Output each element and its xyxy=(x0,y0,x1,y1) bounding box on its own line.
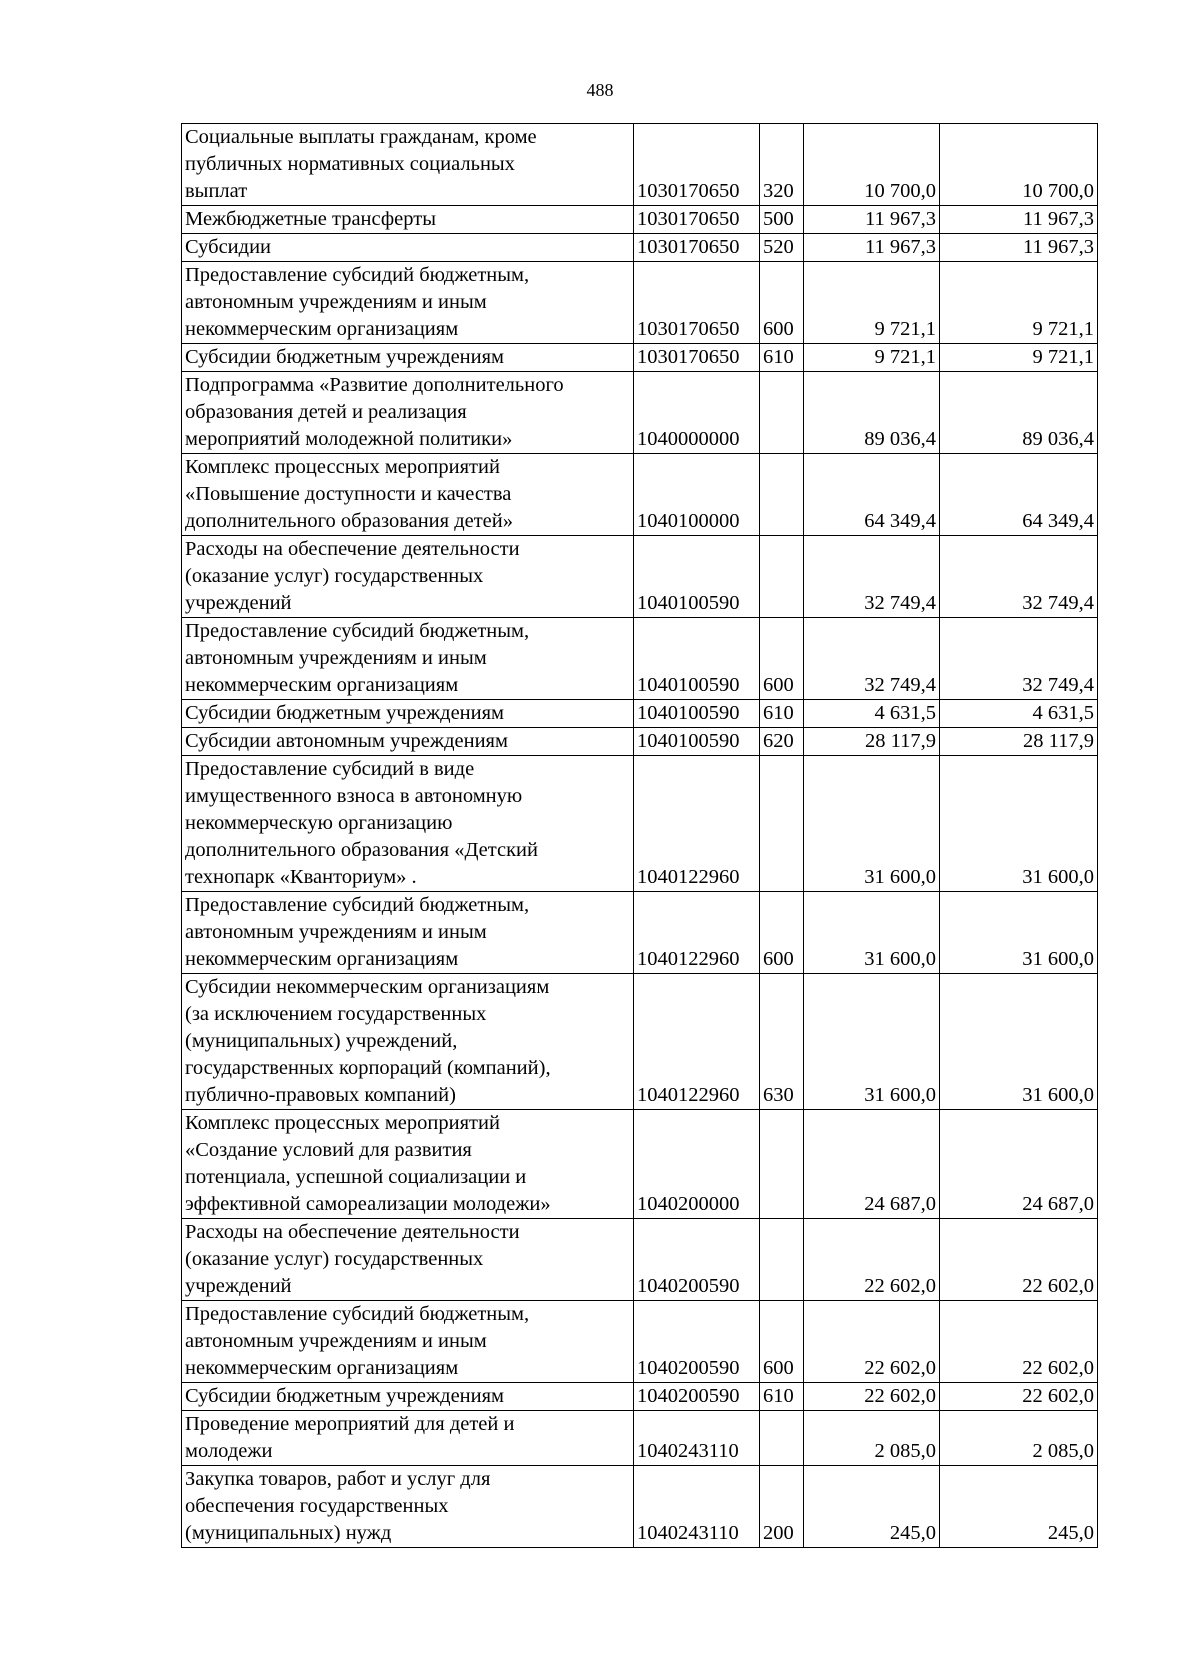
item-name-cell: Субсидии бюджетным учреждениям xyxy=(182,1383,634,1411)
target-code-cell: 1030170650 xyxy=(634,206,760,234)
target-code-cell: 1040100000 xyxy=(634,454,760,536)
item-name-cell: Субсидии xyxy=(182,234,634,262)
table-row xyxy=(182,1110,1098,1219)
amount-cell-2: 31 600,0 xyxy=(940,974,1098,1110)
table-row xyxy=(182,344,1098,372)
target-code-cell: 1040100590 xyxy=(634,536,760,618)
table-row xyxy=(182,756,1098,892)
amount-cell-1: 89 036,4 xyxy=(804,372,940,454)
target-code-cell: 1040122960 xyxy=(634,892,760,974)
item-name-cell: Субсидии бюджетным учреждениям xyxy=(182,344,634,372)
target-code-cell: 1030170650 xyxy=(634,234,760,262)
amount-cell-1: 31 600,0 xyxy=(804,892,940,974)
amount-cell-1: 2 085,0 xyxy=(804,1411,940,1466)
amount-cell-1: 9 721,1 xyxy=(804,262,940,344)
expense-type-cell: 600 xyxy=(760,618,804,700)
target-code-cell: 1030170650 xyxy=(634,124,760,206)
amount-cell-1: 32 749,4 xyxy=(804,536,940,618)
table-row xyxy=(182,206,1098,234)
item-name-cell: Проведение мероприятий для детей и молодежи xyxy=(182,1411,634,1466)
amount-cell-2: 10 700,0 xyxy=(940,124,1098,206)
table-row xyxy=(182,536,1098,618)
table-row xyxy=(182,892,1098,974)
target-code-cell: 1040243110 xyxy=(634,1411,760,1466)
amount-cell-2: 11 967,3 xyxy=(940,234,1098,262)
item-name-cell: Предоставление субсидий в виде имущественного взноса в автономную некоммерческую организацию дополнительного образования «Детский технопарк «Кванториум» . xyxy=(182,756,634,892)
amount-cell-2: 245,0 xyxy=(940,1466,1098,1548)
expense-type-cell: 600 xyxy=(760,1301,804,1383)
table-row xyxy=(182,1219,1098,1301)
table-row xyxy=(182,974,1098,1110)
amount-cell-2: 4 631,5 xyxy=(940,700,1098,728)
amount-cell-2: 32 749,4 xyxy=(940,618,1098,700)
expense-type-cell: 620 xyxy=(760,728,804,756)
amount-cell-2: 11 967,3 xyxy=(940,206,1098,234)
amount-cell-1: 31 600,0 xyxy=(804,974,940,1110)
table-row xyxy=(182,728,1098,756)
amount-cell-1: 11 967,3 xyxy=(804,206,940,234)
amount-cell-1: 245,0 xyxy=(804,1466,940,1548)
table-row xyxy=(182,124,1098,206)
table-row xyxy=(182,1301,1098,1383)
amount-cell-2: 9 721,1 xyxy=(940,262,1098,344)
table-row xyxy=(182,618,1098,700)
item-name-cell: Субсидии некоммерческим организациям (за исключением государственных (муниципальных) учреждений, государственных корпораций (компаний), публично-правовых компаний) xyxy=(182,974,634,1110)
amount-cell-2: 64 349,4 xyxy=(940,454,1098,536)
target-code-cell: 1040100590 xyxy=(634,618,760,700)
item-name-cell: Комплекс процессных мероприятий «Создание условий для развития потенциала, успешной социализации и эффективной самореализации молодежи» xyxy=(182,1110,634,1219)
item-name-cell: Предоставление субсидий бюджетным, автономным учреждениям и иным некоммерческим организациям xyxy=(182,1301,634,1383)
amount-cell-1: 22 602,0 xyxy=(804,1219,940,1301)
amount-cell-2: 24 687,0 xyxy=(940,1110,1098,1219)
expense-type-cell: 600 xyxy=(760,262,804,344)
item-name-cell: Закупка товаров, работ и услуг для обеспечения государственных (муниципальных) нужд xyxy=(182,1466,634,1548)
amount-cell-1: 10 700,0 xyxy=(804,124,940,206)
item-name-cell: Субсидии автономным учреждениям xyxy=(182,728,634,756)
expense-type-cell xyxy=(760,756,804,892)
target-code-cell: 1040100590 xyxy=(634,700,760,728)
amount-cell-1: 31 600,0 xyxy=(804,756,940,892)
expense-type-cell xyxy=(760,536,804,618)
expense-type-cell: 610 xyxy=(760,700,804,728)
amount-cell-1: 22 602,0 xyxy=(804,1301,940,1383)
amount-cell-1: 4 631,5 xyxy=(804,700,940,728)
expense-type-cell: 600 xyxy=(760,892,804,974)
amount-cell-2: 31 600,0 xyxy=(940,756,1098,892)
expense-type-cell xyxy=(760,372,804,454)
expense-type-cell: 200 xyxy=(760,1466,804,1548)
amount-cell-2: 9 721,1 xyxy=(940,344,1098,372)
item-name-cell: Подпрограмма «Развитие дополнительного образования детей и реализация мероприятий молодежной политики» xyxy=(182,372,634,454)
amount-cell-2: 28 117,9 xyxy=(940,728,1098,756)
item-name-cell: Предоставление субсидий бюджетным, автономным учреждениям и иным некоммерческим организациям xyxy=(182,262,634,344)
expense-type-cell: 610 xyxy=(760,1383,804,1411)
amount-cell-1: 64 349,4 xyxy=(804,454,940,536)
amount-cell-2: 22 602,0 xyxy=(940,1219,1098,1301)
expense-type-cell: 610 xyxy=(760,344,804,372)
expense-type-cell: 500 xyxy=(760,206,804,234)
table-row xyxy=(182,262,1098,344)
item-name-cell: Предоставление субсидий бюджетным, автономным учреждениям и иным некоммерческим организациям xyxy=(182,618,634,700)
expense-type-cell xyxy=(760,1411,804,1466)
expense-type-cell xyxy=(760,1219,804,1301)
expense-type-cell: 320 xyxy=(760,124,804,206)
table-row xyxy=(182,700,1098,728)
target-code-cell: 1040243110 xyxy=(634,1466,760,1548)
target-code-cell: 1040200590 xyxy=(634,1301,760,1383)
target-code-cell: 1040000000 xyxy=(634,372,760,454)
amount-cell-1: 32 749,4 xyxy=(804,618,940,700)
target-code-cell: 1040122960 xyxy=(634,756,760,892)
budget-table-body xyxy=(182,124,1098,1548)
item-name-cell: Расходы на обеспечение деятельности (оказание услуг) государственных учреждений xyxy=(182,536,634,618)
target-code-cell: 1030170650 xyxy=(634,344,760,372)
amount-cell-1: 9 721,1 xyxy=(804,344,940,372)
table-row xyxy=(182,1411,1098,1466)
target-code-cell: 1040200590 xyxy=(634,1219,760,1301)
expense-type-cell xyxy=(760,1110,804,1219)
budget-table xyxy=(181,123,1098,1548)
amount-cell-1: 24 687,0 xyxy=(804,1110,940,1219)
expense-type-cell: 630 xyxy=(760,974,804,1110)
item-name-cell: Предоставление субсидий бюджетным, автономным учреждениям и иным некоммерческим организациям xyxy=(182,892,634,974)
target-code-cell: 1040200590 xyxy=(634,1383,760,1411)
target-code-cell: 1040100590 xyxy=(634,728,760,756)
item-name-cell: Субсидии бюджетным учреждениям xyxy=(182,700,634,728)
amount-cell-2: 22 602,0 xyxy=(940,1301,1098,1383)
amount-cell-2: 89 036,4 xyxy=(940,372,1098,454)
amount-cell-2: 32 749,4 xyxy=(940,536,1098,618)
item-name-cell: Социальные выплаты гражданам, кроме публичных нормативных социальных выплат xyxy=(182,124,634,206)
page-number: 488 xyxy=(586,80,614,100)
expense-type-cell xyxy=(760,454,804,536)
target-code-cell: 1040200000 xyxy=(634,1110,760,1219)
amount-cell-2: 31 600,0 xyxy=(940,892,1098,974)
table-row xyxy=(182,372,1098,454)
table-row xyxy=(182,234,1098,262)
amount-cell-1: 11 967,3 xyxy=(804,234,940,262)
table-row xyxy=(182,1383,1098,1411)
item-name-cell: Расходы на обеспечение деятельности (оказание услуг) государственных учреждений xyxy=(182,1219,634,1301)
amount-cell-2: 22 602,0 xyxy=(940,1383,1098,1411)
table-row xyxy=(182,1466,1098,1548)
amount-cell-1: 22 602,0 xyxy=(804,1383,940,1411)
target-code-cell: 1040122960 xyxy=(634,974,760,1110)
item-name-cell: Комплекс процессных мероприятий «Повышение доступности и качества дополнительного образования детей» xyxy=(182,454,634,536)
table-row xyxy=(182,454,1098,536)
item-name-cell: Межбюджетные трансферты xyxy=(182,206,634,234)
expense-type-cell: 520 xyxy=(760,234,804,262)
amount-cell-1: 28 117,9 xyxy=(804,728,940,756)
target-code-cell: 1030170650 xyxy=(634,262,760,344)
amount-cell-2: 2 085,0 xyxy=(940,1411,1098,1466)
